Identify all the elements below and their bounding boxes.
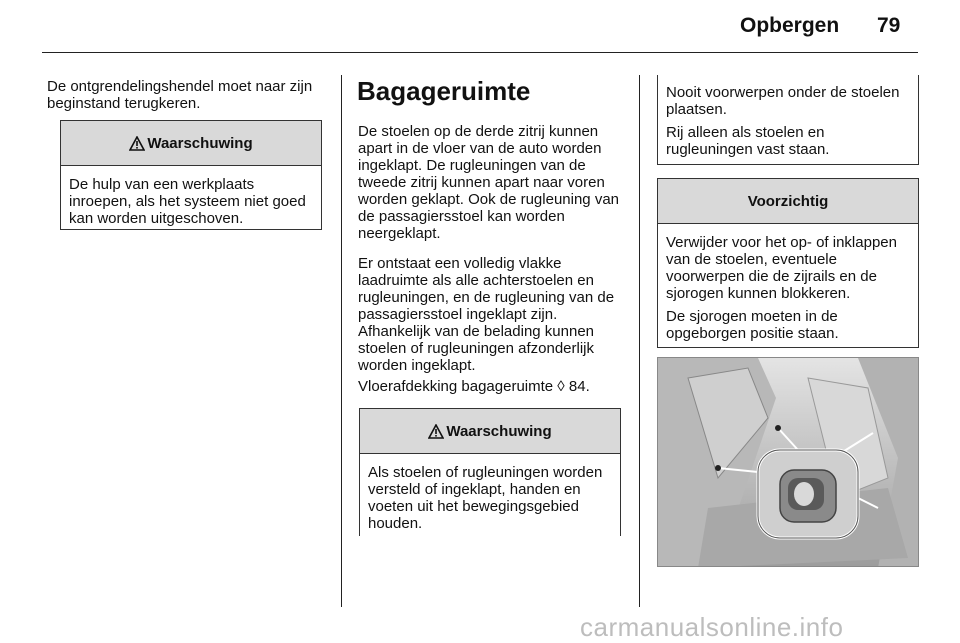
warning-body <box>61 166 321 227</box>
caution-text-1: Verwijder voor het op- of inklappen van de stoelen, eventuele voorwerpen die de zijrails en de sjorogen kunnen blokkeren. <box>666 234 897 302</box>
cross-reference <box>358 378 624 395</box>
warning-header <box>61 121 321 166</box>
warning-continued-body <box>658 75 918 158</box>
caution-text-2: De sjorogen moeten in de opgeborgen positie staan. <box>666 308 839 342</box>
warning-continued-text-2: Rij alleen als stoelen en rugleuningen vast staan. <box>666 124 830 158</box>
cargo-area-drawing <box>658 358 919 567</box>
warning-box-1 <box>60 120 322 230</box>
cross-reference-text: Vloerafdekking bagageruimte <box>358 378 554 395</box>
warning-text: Als stoelen of rugleuningen worden versteld of ingeklapt, handen en voeten uit het bewegingsgebied houden. <box>368 464 603 532</box>
intro-paragraph: De ontgrendelingshendel moet naar zijn beginstand terugkeren. <box>47 78 313 112</box>
body-paragraph-1: De stoelen op de derde zitrij kunnen apart in de vloer van de auto worden ingeklapt. De rugleuningen van de tweede zitrij kunnen apart naar voren worden geklapt. Ook de rugleuning van de passagiersstoel kan worden neergeklapt. <box>358 123 620 242</box>
page-reference-icon: ◊ <box>557 378 565 395</box>
body-paragraph-2: Er ontstaat een volledig vlakke laadruimte als alle achterstoelen en rugleuningen, en de rugleuning van de passagiersstoel ingeklapt zijn. Afhankelijk van de belading kunnen stoelen of rugleuningen afzonderlijk worden ingeklapt. <box>358 255 615 374</box>
warning-title: Waarschuwing <box>147 134 253 152</box>
caution-header <box>658 179 918 224</box>
warning-triangle-icon <box>428 424 444 439</box>
warning-box-continued <box>657 75 919 165</box>
watermark: carmanualsonline.info <box>580 612 844 642</box>
header-divider <box>42 52 918 53</box>
warning-box-2 <box>359 408 621 536</box>
caution-title: Voorzichtig <box>747 192 829 210</box>
column-divider-2 <box>639 75 640 607</box>
warning-continued-text-1: Nooit voorwerpen onder de stoelen plaatsen. <box>666 84 900 118</box>
section-heading: Bagageruimte <box>357 76 531 106</box>
warning-header <box>360 409 620 454</box>
page-number: 79 <box>877 14 901 37</box>
caution-body <box>658 224 918 342</box>
page-header-title: Opbergen <box>740 14 840 37</box>
warning-title: Waarschuwing <box>446 422 552 440</box>
warning-text: De hulp van een werkplaats inroepen, als het systeem niet goed kan worden uitgeschoven. <box>69 176 306 227</box>
cross-reference-page[interactable]: 84. <box>568 378 590 395</box>
warning-triangle-icon <box>129 136 145 151</box>
column-divider-1 <box>341 75 342 607</box>
cargo-area-illustration <box>657 357 919 567</box>
caution-box <box>657 178 919 348</box>
warning-body <box>360 454 620 532</box>
